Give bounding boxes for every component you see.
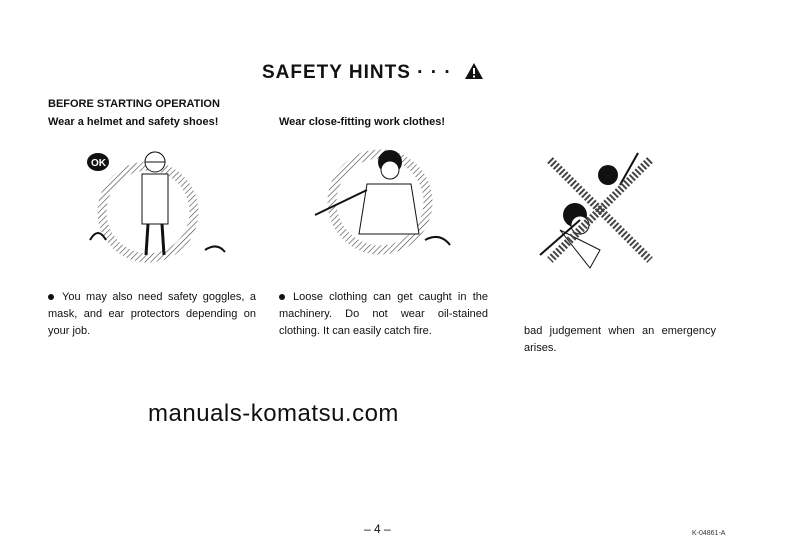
- watermark: manuals-komatsu.com: [148, 400, 399, 427]
- document-code: K-04861-A: [692, 530, 726, 537]
- page-title: SAFETY HINTS · · ·: [262, 62, 484, 84]
- helmet-illustration: [80, 140, 240, 275]
- section-heading: BEFORE STARTING OPERATION: [48, 98, 220, 110]
- column-3-text: bad judgement when an emergency arises.: [524, 325, 716, 354]
- column-1-heading: Wear a helmet and safety shoes!: [48, 116, 219, 128]
- warning-icon: [464, 62, 484, 80]
- work-clothes-illustration: [305, 140, 465, 275]
- bullet-icon: [48, 294, 54, 300]
- column-2-heading: Wear close-fitting work clothes!: [279, 116, 446, 128]
- bad-judgement-illustration: [520, 145, 680, 275]
- column-1-text: You may also need safety goggles, a mask, and ear protectors depending on your job.: [48, 291, 256, 337]
- column-2-text: Loose clothing can get caught in the machinery. Do not wear oil-stained clothing. It can easily catch fire.: [279, 291, 488, 337]
- bullet-icon: [279, 294, 285, 300]
- ok-badge: OK: [91, 158, 106, 169]
- page-number: – 4 –: [364, 522, 391, 536]
